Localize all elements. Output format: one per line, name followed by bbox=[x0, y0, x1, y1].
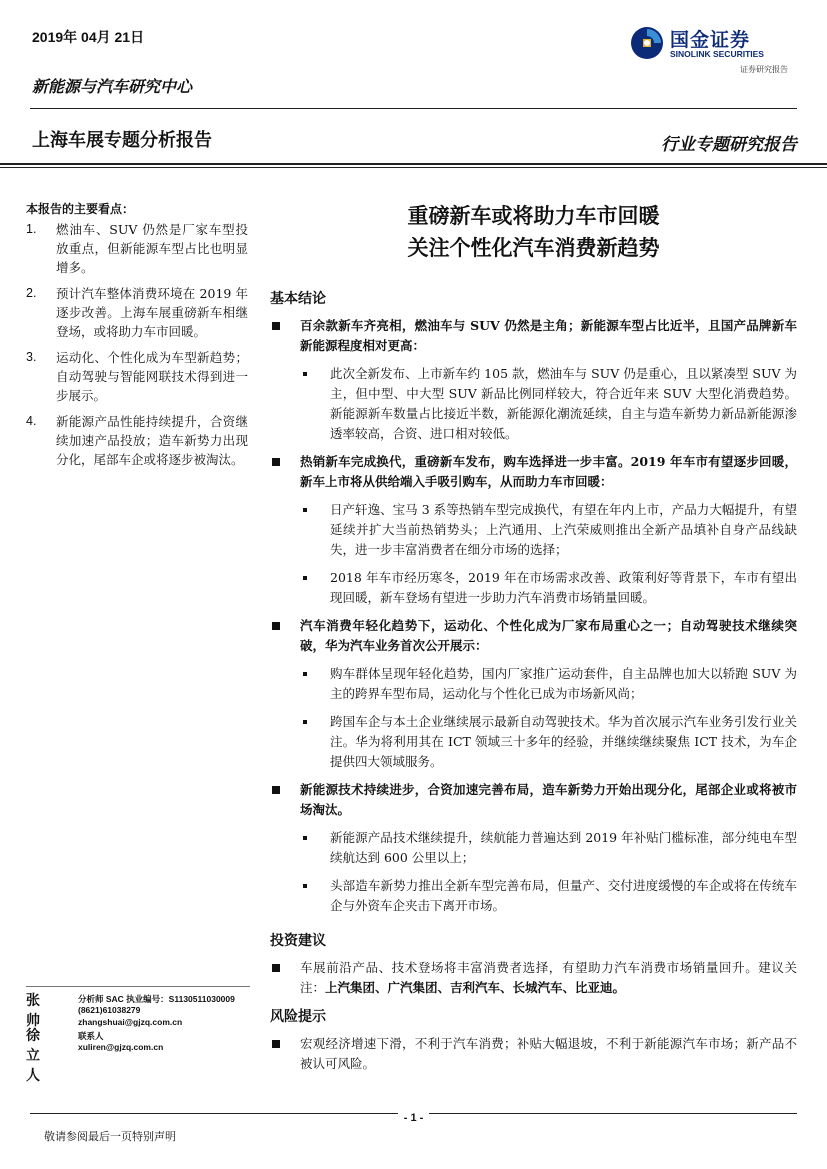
list-text: 燃油车、SUV 仍然是厂家车型投放重点，但新能源车型占比也明显增多。 bbox=[56, 222, 248, 275]
main-content bbox=[270, 288, 797, 1082]
sub-point-text: 购车群体呈现年轻化趋势，国内厂家推广运动套件，自主品牌也加大以轿跑 SUV 为主的跨界车型布局，运动化与个性化已成为市场新风尚； bbox=[330, 666, 797, 701]
report-type: 行业专题研究报告 bbox=[661, 135, 797, 155]
footer-disclaimer: 敬请参阅最后一页特别声明 bbox=[44, 1130, 176, 1143]
sub-point bbox=[270, 712, 797, 772]
sub-point bbox=[270, 828, 797, 868]
dot-bullet-icon bbox=[303, 884, 307, 888]
dot-bullet-icon bbox=[303, 672, 307, 676]
square-bullet-icon bbox=[272, 458, 280, 466]
sub-point-text: 2018 年车市经历寒冬，2019 年在市场需求改善、政策利好等背景下，车市有望出现回暖，新车登场有望进一步助力汽车消费市场销量回暖。 bbox=[330, 570, 797, 605]
dot-bullet-icon bbox=[303, 372, 307, 376]
sub-point bbox=[270, 364, 797, 444]
conclusion-point-text: 热销新车完成换代，重磅新车发布，购车选择进一步丰富。2019 年车市有望逐步回暖，新车上市将从供给端入手吸引购车，从而助力车市回暖： bbox=[300, 454, 797, 489]
square-bullet-icon bbox=[272, 322, 280, 330]
list-item bbox=[26, 284, 248, 341]
list-item bbox=[26, 220, 248, 277]
dot-bullet-icon bbox=[303, 836, 307, 840]
analyst-phone: (8621)61038279 bbox=[78, 1005, 141, 1015]
analyst-role: 联系人 bbox=[78, 1031, 104, 1041]
dot-bullet-icon bbox=[303, 508, 307, 512]
analyst-email[interactable]: xuliren@gjzq.com.cn bbox=[78, 1042, 164, 1052]
sub-point-text: 跨国车企与本土企业继续展示最新自动驾驶技术。华为首次展示汽车业务引发行业关注。华为将利用其在 ICT 领域三十多年的经验，并继续继续聚焦 ICT 技术，为车企提供四大领域服务。 bbox=[330, 714, 797, 769]
list-item bbox=[26, 412, 248, 469]
investment-point bbox=[270, 958, 797, 998]
conclusion-point bbox=[270, 616, 797, 656]
sub-point bbox=[270, 568, 797, 608]
risk-heading: 风险提示 bbox=[270, 1009, 326, 1025]
conclusion-point bbox=[270, 780, 797, 820]
conclusion-point-text: 新能源技术持续进步，合资加速完善布局，造车新势力开始出现分化，尾部企业或将被市场淘汰。 bbox=[300, 782, 797, 817]
sub-point bbox=[270, 500, 797, 560]
sub-point-text: 日产轩逸、宝马 3 系等热销车型完成换代，有望在年内上市，产品力大幅提升，有望延续并扩大当前热销势头；上汽通用、上汽荣威则推出全新产品填补自身产品线缺失，进一步丰富消费者在细分市场的选择； bbox=[330, 502, 797, 557]
list-text: 新能源产品性能持续提升，合资继续加速产品投放；造车新势力出现分化，尾部车企或将逐步被淘汰。 bbox=[56, 414, 248, 467]
list-number: 1. bbox=[26, 222, 37, 236]
header-rule-thin bbox=[0, 167, 827, 168]
list-number: 4. bbox=[26, 414, 37, 428]
square-bullet-icon bbox=[272, 622, 280, 630]
sub-point-text: 新能源产品技术继续提升，续航能力普遍达到 2019 年补贴门槛标准，部分纯电车型续航达到 600 公里以上； bbox=[330, 830, 797, 865]
analyst-sac-label: 分析师 SAC 执业编号： bbox=[78, 994, 169, 1004]
report-name: 上海车展专题分析报告 bbox=[32, 130, 212, 150]
conclusion-heading: 基本结论 bbox=[270, 291, 326, 307]
list-number: 3. bbox=[26, 350, 37, 364]
sinolink-logo-icon bbox=[630, 26, 664, 60]
sub-point-text: 头部造车新势力推出全新车型完善布局，但量产、交付进度缓慢的车企或将在传统车企与外资车企夹击下离开市场。 bbox=[330, 878, 797, 913]
analyst-email[interactable]: zhangshuai@gjzq.com.cn bbox=[78, 1017, 183, 1027]
analyst-name: 张帅 bbox=[26, 993, 40, 1029]
page-number: - 1 - bbox=[398, 1112, 430, 1124]
logo-en-text: SINOLINK SECURITIES bbox=[670, 49, 764, 59]
sub-point bbox=[270, 876, 797, 916]
highlights-list bbox=[26, 220, 248, 476]
dot-bullet-icon bbox=[303, 576, 307, 580]
conclusion-point-text: 百余款新车齐亮相，燃油车与 SUV 仍然是主角；新能源车型占比近半，且国产品牌新车新能源程度相对更高： bbox=[300, 318, 797, 353]
conclusion-point-text: 汽车消费年轻化趋势下，运动化、个性化成为厂家布局重心之一；自动驾驶技术继续突破，华为汽车业务首次公开展示： bbox=[300, 618, 797, 653]
header-rule-thick bbox=[0, 163, 827, 165]
list-text: 预计汽车整体消费环境在 2019 年逐步改善。上海车展重磅新车相继登场，或将助力车市回暖。 bbox=[56, 286, 248, 339]
risk-point bbox=[270, 1034, 797, 1074]
report-date: 2019年 04月 21日 bbox=[32, 29, 145, 45]
conclusion-point bbox=[270, 452, 797, 492]
list-number: 2. bbox=[26, 286, 37, 300]
header-divider bbox=[30, 108, 797, 109]
sub-point-text: 此次全新发布、上市新车约 105 款，燃油车与 SUV 仍是重心，且以紧凑型 SUV 为主，但中型、中大型 SUV 新品比例同样较大，符合近年来 SUV 大型化消费趋势。新能源新车数量占比接近半数，新能源化潮流延续，自主与造车新势力新品新能源渗透率较高，合资、进口相对较低。 bbox=[330, 366, 797, 441]
research-center: 新能源与汽车研究中心 bbox=[32, 77, 193, 96]
list-item bbox=[26, 348, 248, 405]
dot-bullet-icon bbox=[303, 720, 307, 724]
highlights-heading: 本报告的主要看点： bbox=[26, 202, 135, 216]
investment-picks: 上汽集团、广汽集团、吉利汽车、长城汽车、比亚迪。 bbox=[325, 980, 626, 995]
square-bullet-icon bbox=[272, 964, 280, 972]
analyst-divider bbox=[26, 986, 250, 987]
title-line-2: 关注个性化汽车消费新趋势 bbox=[407, 235, 660, 260]
analyst-name: 徐立人 bbox=[26, 1028, 40, 1084]
square-bullet-icon bbox=[272, 1040, 280, 1048]
conclusion-point bbox=[270, 316, 797, 356]
investment-text: 车展前沿产品、技术登场将丰富消费者选择，有望助力汽车消费市场销量回升。建议关注： bbox=[300, 960, 797, 995]
logo-cn-text: 国金证券 bbox=[670, 29, 751, 51]
list-text: 运动化、个性化成为车型新趋势；自动驾驶与智能网联技术得到进一步展示。 bbox=[56, 350, 248, 403]
sub-point bbox=[270, 664, 797, 704]
analyst-sac-number: S1130511030009 bbox=[168, 994, 235, 1004]
square-bullet-icon bbox=[272, 786, 280, 794]
title-line-1: 重磅新车或将助力车市回暖 bbox=[407, 203, 660, 228]
page-number-wrap bbox=[0, 1106, 827, 1125]
investment-heading: 投资建议 bbox=[270, 933, 326, 949]
page-title bbox=[270, 200, 797, 264]
company-logo bbox=[628, 22, 788, 80]
logo-tagline: 证券研究报告 bbox=[740, 65, 788, 74]
risk-text: 宏观经济增速下滑，不利于汽车消费；补贴大幅退坡，不利于新能源汽车市场；新产品不被认可风险。 bbox=[300, 1036, 797, 1071]
